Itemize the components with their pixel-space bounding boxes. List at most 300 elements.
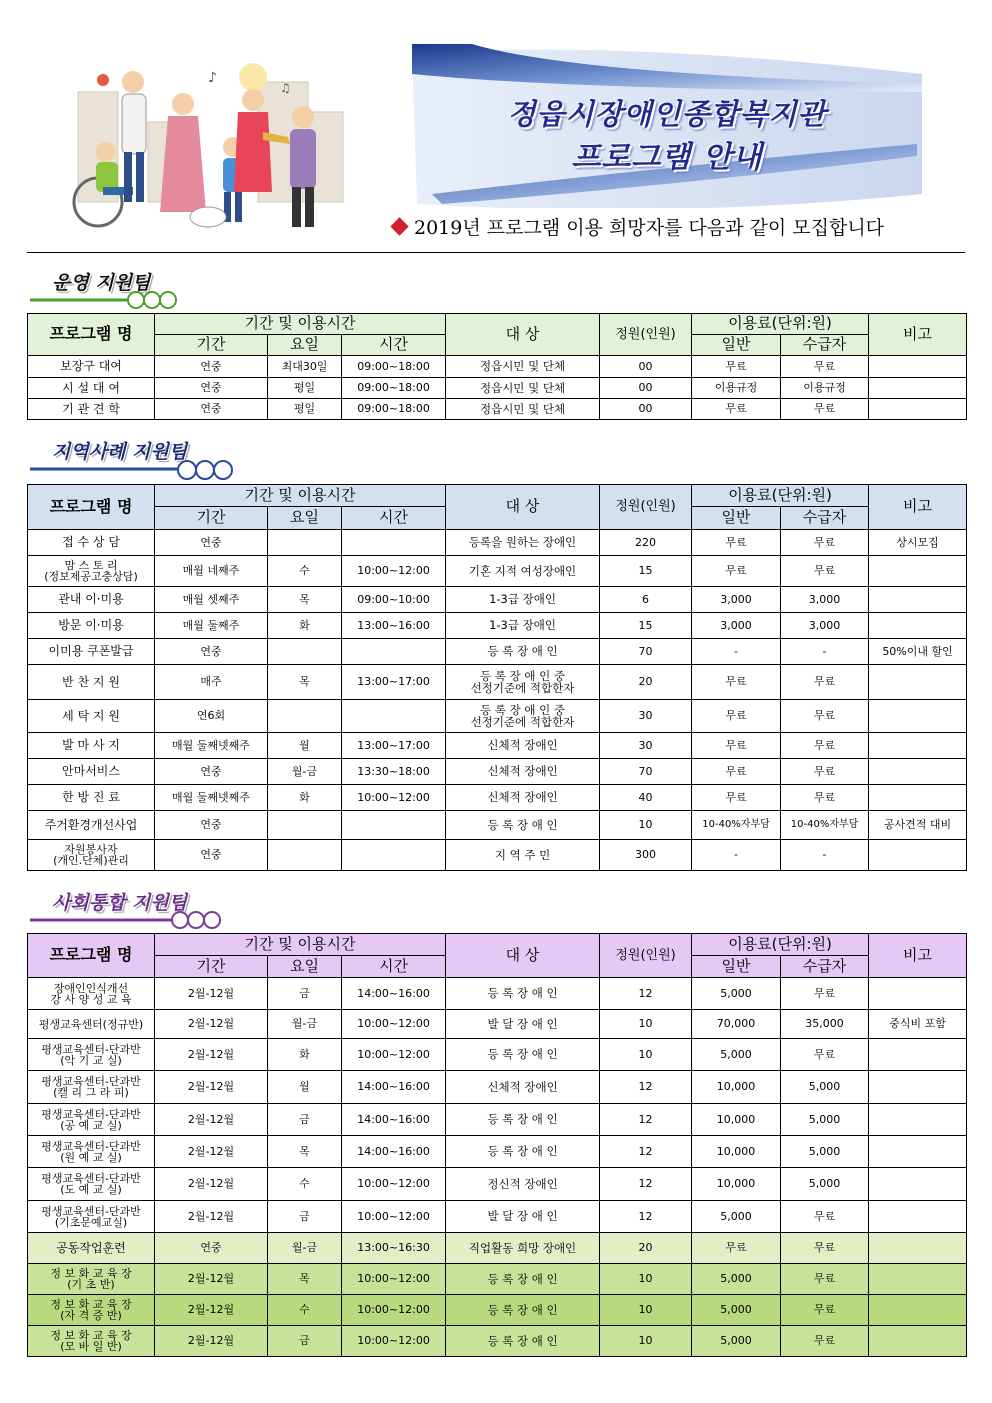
cell-fee-recipient: - — [781, 840, 869, 871]
cell-period: 연중 — [155, 840, 268, 871]
cell-day: 목 — [268, 665, 342, 700]
table-row — [28, 1233, 967, 1264]
cell-time: 10:00~12:00 — [342, 1010, 446, 1039]
cell-fee-recipient: 5,000 — [781, 1168, 869, 1201]
recruitment-notice — [388, 213, 968, 241]
cell-period: 연중 — [155, 759, 268, 785]
col-capacity: 정원(인원) — [600, 485, 692, 530]
cell-period: 매월 둘째넷째주 — [155, 733, 268, 759]
cell-period: 2월-12월 — [155, 1071, 268, 1104]
cell-time — [342, 639, 446, 665]
cell-period: 2월-12월 — [155, 1264, 268, 1295]
section-title-operations — [30, 268, 200, 312]
cell-target: 발 달 장 애 인 — [446, 1201, 600, 1233]
cell-program-name: 정 보 화 교 육 장 (자 격 증 반) — [28, 1295, 155, 1326]
cell-day: 월 — [268, 733, 342, 759]
col-program: 프로그램 명 — [28, 314, 155, 356]
cell-fee-recipient: 무료 — [781, 733, 869, 759]
cell-capacity: 15 — [600, 556, 692, 587]
cell-period: 연중 — [155, 378, 268, 399]
cell-note: 50%이내 할인 — [869, 639, 967, 665]
cell-target: 등 록 장 애 인 — [446, 1264, 600, 1295]
cell-note — [869, 733, 967, 759]
cell-fee-general: - — [692, 639, 781, 665]
cell-day: 목 — [268, 1264, 342, 1295]
cell-fee-general: 무료 — [692, 530, 781, 556]
col-recipient: 수급자 — [781, 335, 869, 356]
cell-program-name: 이미용 쿠폰발급 — [28, 639, 155, 665]
cell-time: 10:00~12:00 — [342, 1295, 446, 1326]
col-program: 프로그램 명 — [28, 934, 155, 978]
cell-capacity: 15 — [600, 613, 692, 639]
cell-program-name: 평생교육센터-단과반 (공 예 교 실) — [28, 1104, 155, 1136]
cell-time — [342, 811, 446, 840]
cell-day: 최대30일 — [268, 356, 342, 378]
col-note: 비고 — [869, 314, 967, 356]
cell-day: 수 — [268, 556, 342, 587]
diamond-bullet-icon — [390, 217, 408, 235]
section-title-text: 지역사례 지원팀 — [52, 441, 188, 463]
col-time: 시간 — [342, 507, 446, 530]
cell-capacity: 20 — [600, 1233, 692, 1264]
cell-fee-general: 10-40%자부담 — [692, 811, 781, 840]
cell-fee-recipient: 이용규정 — [781, 378, 869, 399]
cell-capacity: 6 — [600, 587, 692, 613]
cell-fee-general: - — [692, 840, 781, 871]
banner-title-line2: 프로그램 안내 — [571, 140, 763, 175]
cell-fee-recipient: 무료 — [781, 1326, 869, 1357]
cell-time: 14:00~16:00 — [342, 978, 446, 1010]
cell-note — [869, 1295, 967, 1326]
header-divider — [27, 252, 965, 253]
cell-note: 공사견적 대비 — [869, 811, 967, 840]
cell-program-name: 관내 이·미용 — [28, 587, 155, 613]
table-row — [28, 733, 967, 759]
cell-program-name: 공동작업훈련 — [28, 1233, 155, 1264]
cell-capacity: 10 — [600, 1010, 692, 1039]
col-capacity: 정원(인원) — [600, 934, 692, 978]
cell-day: 평일 — [268, 378, 342, 399]
col-period-time: 기간 및 이용시간 — [155, 314, 446, 335]
cell-fee-general: 10,000 — [692, 1168, 781, 1201]
cell-capacity: 12 — [600, 1104, 692, 1136]
table-row — [28, 665, 967, 700]
cell-day: 월-금 — [268, 1010, 342, 1039]
cell-day — [268, 639, 342, 665]
cell-fee-general: 3,000 — [692, 613, 781, 639]
table-row — [28, 1201, 967, 1233]
cell-target: 정읍시민 및 단체 — [446, 399, 600, 420]
col-fee: 이용료(단위:원) — [692, 485, 869, 507]
cell-program-name: 맘 스 토 리 (정보제공고충상담) — [28, 556, 155, 587]
table-row — [28, 785, 967, 811]
col-period: 기간 — [155, 335, 268, 356]
cell-note — [869, 978, 967, 1010]
cell-fee-recipient: 무료 — [781, 556, 869, 587]
col-period-time: 기간 및 이용시간 — [155, 934, 446, 956]
cell-time: 13:00~17:00 — [342, 665, 446, 700]
cell-target: 직업활동 희망 장애인 — [446, 1233, 600, 1264]
cell-fee-recipient: - — [781, 639, 869, 665]
table-row — [28, 700, 967, 733]
cell-period: 2월-12월 — [155, 1168, 268, 1201]
cell-fee-recipient: 무료 — [781, 1039, 869, 1071]
cell-fee-recipient: 무료 — [781, 1201, 869, 1233]
cell-fee-general: 무료 — [692, 399, 781, 420]
col-general: 일반 — [692, 335, 781, 356]
cell-capacity: 12 — [600, 1136, 692, 1168]
table-row — [28, 1295, 967, 1326]
cell-fee-general: 5,000 — [692, 978, 781, 1010]
cell-period: 매월 네째주 — [155, 556, 268, 587]
table-row — [28, 811, 967, 840]
title-banner — [412, 44, 922, 208]
cell-time: 14:00~16:00 — [342, 1071, 446, 1104]
cell-capacity: 10 — [600, 1326, 692, 1357]
table-row — [28, 759, 967, 785]
cell-target: 신체적 장애인 — [446, 785, 600, 811]
table-row — [28, 1039, 967, 1071]
cell-fee-general: 무료 — [692, 556, 781, 587]
table-row — [28, 399, 967, 420]
cell-day: 수 — [268, 1168, 342, 1201]
cell-fee-general: 무료 — [692, 759, 781, 785]
cell-time: 10:00~12:00 — [342, 785, 446, 811]
cell-capacity: 12 — [600, 1071, 692, 1104]
cell-period: 2월-12월 — [155, 1326, 268, 1357]
cell-period: 연중 — [155, 639, 268, 665]
col-recipient: 수급자 — [781, 956, 869, 978]
table-row — [28, 1264, 967, 1295]
cell-fee-general: 5,000 — [692, 1295, 781, 1326]
cell-day: 금 — [268, 1326, 342, 1357]
col-day: 요일 — [268, 335, 342, 356]
cell-target: 기혼 지적 여성장애인 — [446, 556, 600, 587]
cell-target: 1-3급 장애인 — [446, 587, 600, 613]
cell-program-name: 자원봉사자 (개인.단체)관리 — [28, 840, 155, 871]
col-time: 시간 — [342, 335, 446, 356]
people-illustration — [58, 52, 348, 248]
cell-time: 09:00~10:00 — [342, 587, 446, 613]
cell-program-name: 기 관 견 학 — [28, 399, 155, 420]
banner-title-line1: 정읍시장애인종합복지관 — [507, 97, 827, 131]
cell-period: 연중 — [155, 1233, 268, 1264]
cell-capacity: 10 — [600, 1264, 692, 1295]
cell-day: 화 — [268, 613, 342, 639]
cell-time: 10:00~12:00 — [342, 1168, 446, 1201]
cell-target: 1-3급 장애인 — [446, 613, 600, 639]
col-target: 대 상 — [446, 485, 600, 530]
cell-fee-general: 5,000 — [692, 1039, 781, 1071]
cell-day: 수 — [268, 1295, 342, 1326]
cell-capacity: 70 — [600, 639, 692, 665]
cell-time: 10:00~12:00 — [342, 556, 446, 587]
cell-fee-general: 5,000 — [692, 1326, 781, 1357]
table-row — [28, 556, 967, 587]
cell-target: 신체적 장애인 — [446, 759, 600, 785]
cell-day: 월-금 — [268, 1233, 342, 1264]
cell-day: 화 — [268, 785, 342, 811]
cell-period: 연중 — [155, 811, 268, 840]
cell-day: 월 — [268, 1071, 342, 1104]
cell-fee-recipient: 10-40%자부담 — [781, 811, 869, 840]
cell-target: 정읍시민 및 단체 — [446, 356, 600, 378]
cell-time — [342, 700, 446, 733]
cell-capacity: 40 — [600, 785, 692, 811]
cell-note — [869, 840, 967, 871]
cell-period: 매월 셋째주 — [155, 587, 268, 613]
cell-period: 2월-12월 — [155, 978, 268, 1010]
cell-capacity: 00 — [600, 399, 692, 420]
cell-capacity: 00 — [600, 356, 692, 378]
cell-time: 10:00~12:00 — [342, 1039, 446, 1071]
cell-fee-general: 10,000 — [692, 1071, 781, 1104]
svg-text:♫: ♫ — [280, 81, 291, 95]
cell-fee-recipient: 3,000 — [781, 613, 869, 639]
cell-time — [342, 530, 446, 556]
cell-fee-recipient: 무료 — [781, 978, 869, 1010]
cell-program-name: 접 수 상 담 — [28, 530, 155, 556]
cell-note — [869, 665, 967, 700]
cell-target: 등 록 장 애 인 — [446, 811, 600, 840]
cell-fee-recipient: 5,000 — [781, 1104, 869, 1136]
cell-capacity: 10 — [600, 1295, 692, 1326]
cell-note — [869, 1039, 967, 1071]
cell-note — [869, 399, 967, 420]
cell-period: 매주 — [155, 665, 268, 700]
section-underline-icon — [30, 459, 240, 483]
col-target: 대 상 — [446, 314, 600, 356]
cell-fee-general: 무료 — [692, 733, 781, 759]
cell-day: 금 — [268, 1104, 342, 1136]
cell-day — [268, 840, 342, 871]
col-capacity: 정원(인원) — [600, 314, 692, 356]
table-social-integration — [27, 933, 967, 1357]
cell-note — [869, 356, 967, 378]
cell-note — [869, 700, 967, 733]
col-period: 기간 — [155, 956, 268, 978]
cell-fee-general: 70,000 — [692, 1010, 781, 1039]
col-general: 일반 — [692, 507, 781, 530]
cell-program-name: 평생교육센터-단과반 (기초문예교실) — [28, 1201, 155, 1233]
cell-day: 목 — [268, 1136, 342, 1168]
cell-note — [869, 1104, 967, 1136]
table-row — [28, 1071, 967, 1104]
cell-fee-recipient: 무료 — [781, 1295, 869, 1326]
col-period: 기간 — [155, 507, 268, 530]
cell-target: 발 달 장 애 인 — [446, 1010, 600, 1039]
cell-period: 연중 — [155, 356, 268, 378]
table-row — [28, 1326, 967, 1357]
cell-capacity: 10 — [600, 811, 692, 840]
col-day: 요일 — [268, 507, 342, 530]
cell-day: 화 — [268, 1039, 342, 1071]
cell-target: 등 록 장 애 인 — [446, 1039, 600, 1071]
cell-time: 10:00~12:00 — [342, 1326, 446, 1357]
cell-program-name: 장애인인식개선 강 사 양 성 교 육 — [28, 978, 155, 1010]
cell-note — [869, 1326, 967, 1357]
cell-program-name: 안마서비스 — [28, 759, 155, 785]
cell-note — [869, 1136, 967, 1168]
cell-fee-recipient: 무료 — [781, 1264, 869, 1295]
cell-fee-recipient: 5,000 — [781, 1136, 869, 1168]
cell-fee-recipient: 무료 — [781, 665, 869, 700]
cell-note — [869, 1233, 967, 1264]
table-row — [28, 978, 967, 1010]
cell-fee-general: 무료 — [692, 785, 781, 811]
cell-capacity: 12 — [600, 978, 692, 1010]
cell-fee-recipient: 무료 — [781, 700, 869, 733]
cell-fee-general: 무료 — [692, 665, 781, 700]
cell-time: 09:00~18:00 — [342, 356, 446, 378]
table-row — [28, 530, 967, 556]
cell-program-name: 한 방 진 료 — [28, 785, 155, 811]
table-row — [28, 1010, 967, 1039]
cell-program-name: 평생교육센터-단과반 (악 기 교 실) — [28, 1039, 155, 1071]
cell-note — [869, 785, 967, 811]
cell-program-name: 발 마 사 지 — [28, 733, 155, 759]
col-time: 시간 — [342, 956, 446, 978]
col-note: 비고 — [869, 485, 967, 530]
cell-period: 2월-12월 — [155, 1201, 268, 1233]
cell-day — [268, 530, 342, 556]
cell-note — [869, 613, 967, 639]
cell-day — [268, 811, 342, 840]
table-row — [28, 1168, 967, 1201]
cell-program-name: 반 찬 지 원 — [28, 665, 155, 700]
cell-fee-general: 10,000 — [692, 1104, 781, 1136]
table-social-integration-body — [28, 978, 967, 1357]
cell-fee-recipient: 무료 — [781, 399, 869, 420]
cell-fee-general: 이용규정 — [692, 378, 781, 399]
col-target: 대 상 — [446, 934, 600, 978]
cell-target: 등 록 장 애 인 — [446, 978, 600, 1010]
cell-program-name: 방문 이·미용 — [28, 613, 155, 639]
table-local-case-body — [28, 530, 967, 871]
cell-program-name: 평생교육센터(정규반) — [28, 1010, 155, 1039]
cell-period: 2월-12월 — [155, 1295, 268, 1326]
cell-target: 등 록 장 애 인 — [446, 1136, 600, 1168]
cell-day: 월-금 — [268, 759, 342, 785]
cell-fee-recipient: 5,000 — [781, 1071, 869, 1104]
col-fee: 이용료(단위:원) — [692, 934, 869, 956]
cell-capacity: 10 — [600, 1039, 692, 1071]
cell-capacity: 12 — [600, 1201, 692, 1233]
cell-fee-general: 10,000 — [692, 1136, 781, 1168]
cell-target: 등 록 장 애 인 — [446, 639, 600, 665]
cell-period: 2월-12월 — [155, 1010, 268, 1039]
cell-target: 정신적 장애인 — [446, 1168, 600, 1201]
section-title-social-integration — [30, 888, 230, 932]
cell-day: 목 — [268, 587, 342, 613]
cell-target: 등 록 장 애 인 — [446, 1326, 600, 1357]
cell-time: 13:00~16:00 — [342, 613, 446, 639]
cell-target: 등 록 장 애 인 중 선정기준에 적합한자 — [446, 700, 600, 733]
cell-note — [869, 759, 967, 785]
cell-note — [869, 1168, 967, 1201]
cell-time: 09:00~18:00 — [342, 378, 446, 399]
cell-capacity: 220 — [600, 530, 692, 556]
cell-fee-general: 5,000 — [692, 1201, 781, 1233]
table-local-case — [27, 484, 967, 871]
cell-fee-general: 무료 — [692, 356, 781, 378]
col-general: 일반 — [692, 956, 781, 978]
cell-time: 13:00~16:30 — [342, 1233, 446, 1264]
cell-target: 지 역 주 민 — [446, 840, 600, 871]
cell-fee-recipient: 무료 — [781, 785, 869, 811]
cell-note — [869, 1201, 967, 1233]
cell-time: 09:00~18:00 — [342, 399, 446, 420]
cell-day — [268, 700, 342, 733]
cell-program-name: 시 설 대 여 — [28, 378, 155, 399]
cell-target: 등 록 장 애 인 — [446, 1295, 600, 1326]
cell-note: 중식비 포함 — [869, 1010, 967, 1039]
cell-fee-recipient: 무료 — [781, 356, 869, 378]
table-row — [28, 1104, 967, 1136]
section-title-text: 운영 지원팀 — [52, 272, 151, 294]
table-row — [28, 840, 967, 871]
cell-program-name: 정 보 화 교 육 장 (모 바 일 반) — [28, 1326, 155, 1357]
cell-program-name: 보장구 대여 — [28, 356, 155, 378]
cell-fee-recipient: 35,000 — [781, 1010, 869, 1039]
cell-period: 2월-12월 — [155, 1039, 268, 1071]
col-program: 프로그램 명 — [28, 485, 155, 530]
cell-fee-recipient: 무료 — [781, 759, 869, 785]
cell-time — [342, 840, 446, 871]
cell-target: 등 록 장 애 인 — [446, 1104, 600, 1136]
col-note: 비고 — [869, 934, 967, 978]
cell-time: 14:00~16:00 — [342, 1136, 446, 1168]
table-row — [28, 356, 967, 378]
cell-note — [869, 556, 967, 587]
cell-target: 등록을 원하는 장애인 — [446, 530, 600, 556]
table-row — [28, 613, 967, 639]
cell-capacity: 12 — [600, 1168, 692, 1201]
cell-note: 상시모집 — [869, 530, 967, 556]
table-row — [28, 587, 967, 613]
section-underline-icon — [30, 290, 180, 312]
recruitment-notice-text: 2019년 프로그램 이용 희망자를 다음과 같이 모집합니다 — [414, 217, 885, 239]
cell-capacity: 20 — [600, 665, 692, 700]
svg-text:♪: ♪ — [208, 70, 217, 86]
table-row — [28, 378, 967, 399]
cell-capacity: 30 — [600, 700, 692, 733]
cell-program-name: 평생교육센터-단과반 (원 예 교 실) — [28, 1136, 155, 1168]
cell-capacity: 00 — [600, 378, 692, 399]
cell-program-name: 평생교육센터-단과반 (도 예 교 실) — [28, 1168, 155, 1201]
col-period-time: 기간 및 이용시간 — [155, 485, 446, 507]
cell-period: 2월-12월 — [155, 1104, 268, 1136]
table-row — [28, 639, 967, 665]
col-fee: 이용료(단위:원) — [692, 314, 869, 335]
cell-capacity: 70 — [600, 759, 692, 785]
cell-period: 2월-12월 — [155, 1136, 268, 1168]
cell-note — [869, 587, 967, 613]
section-title-local-case — [30, 437, 250, 483]
cell-time: 14:00~16:00 — [342, 1104, 446, 1136]
section-underline-icon — [30, 910, 230, 932]
cell-fee-general: 무료 — [692, 1233, 781, 1264]
cell-target: 등 록 장 애 인 중 선정기준에 적합한자 — [446, 665, 600, 700]
cell-period: 매월 둘째넷째주 — [155, 785, 268, 811]
cell-fee-recipient: 3,000 — [781, 587, 869, 613]
cell-fee-recipient: 무료 — [781, 530, 869, 556]
cell-note — [869, 378, 967, 399]
cell-fee-general: 3,000 — [692, 587, 781, 613]
cell-day: 평일 — [268, 399, 342, 420]
cell-time: 13:00~17:00 — [342, 733, 446, 759]
cell-program-name: 세 탁 지 원 — [28, 700, 155, 733]
